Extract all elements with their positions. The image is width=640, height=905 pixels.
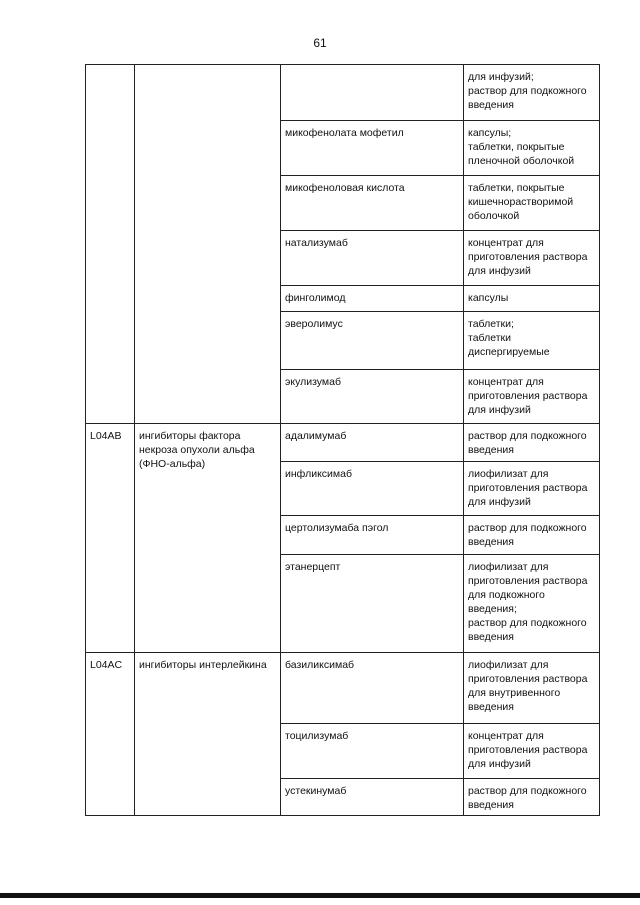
page-number: 61 xyxy=(313,36,327,50)
drug-name-cell: натализумаб xyxy=(281,231,464,286)
dosage-form-cell: концентрат для приготовления раствора для инфузий xyxy=(464,370,600,424)
group-name-cell: ингибиторы фактора некроза опухоли альфа (ФНО-альфа) xyxy=(135,424,281,653)
drug-name-cell: адалимумаб xyxy=(281,424,464,462)
atc-code-cell: L04AB xyxy=(86,424,135,653)
page-bottom-rule xyxy=(0,893,640,898)
dosage-form-cell: концентрат для приготовления раствора для инфузий xyxy=(464,724,600,779)
drug-name-cell: тоцилизумаб xyxy=(281,724,464,779)
table-row xyxy=(86,424,600,462)
drug-name-cell: финголимод xyxy=(281,286,464,312)
group-name-cell xyxy=(135,65,281,424)
dosage-form-cell: для инфузий; раствор для подкожного введения xyxy=(464,65,600,121)
dosage-form-cell: таблетки; таблетки диспергируемые xyxy=(464,312,600,370)
drug-name-cell: базиликсимаб xyxy=(281,653,464,724)
drug-name-cell: эверолимус xyxy=(281,312,464,370)
dosage-form-cell: капсулы xyxy=(464,286,600,312)
drug-name-cell: микофеноловая кислота xyxy=(281,176,464,231)
drug-name-cell xyxy=(281,65,464,121)
dosage-form-cell: раствор для подкожного введения xyxy=(464,516,600,555)
table-row xyxy=(86,65,600,121)
dosage-form-cell: раствор для подкожного введения xyxy=(464,779,600,816)
dosage-form-cell: капсулы; таблетки, покрытые пленочной оболочкой xyxy=(464,121,600,176)
atc-code-cell xyxy=(86,65,135,424)
dosage-form-cell: лиофилизат для приготовления раствора для инфузий xyxy=(464,462,600,516)
group-name-cell: ингибиторы интерлейкина xyxy=(135,653,281,816)
drug-name-cell: цертолизумаба пэгол xyxy=(281,516,464,555)
dosage-form-cell: таблетки, покрытые кишечнорастворимой оболочкой xyxy=(464,176,600,231)
dosage-form-cell: лиофилизат для приготовления раствора для внутривенного введения xyxy=(464,653,600,724)
dosage-form-cell: концентрат для приготовления раствора для инфузий xyxy=(464,231,600,286)
dosage-form-cell: лиофилизат для приготовления раствора для подкожного введения; раствор для подкожного введения xyxy=(464,555,600,653)
drug-name-cell: этанерцепт xyxy=(281,555,464,653)
drug-table xyxy=(85,64,600,816)
drug-name-cell: экулизумаб xyxy=(281,370,464,424)
drug-name-cell: инфликсимаб xyxy=(281,462,464,516)
dosage-form-cell: раствор для подкожного введения xyxy=(464,424,600,462)
atc-code-cell: L04AC xyxy=(86,653,135,816)
drug-name-cell: устекинумаб xyxy=(281,779,464,816)
table-row xyxy=(86,653,600,724)
drug-name-cell: микофенолата мофетил xyxy=(281,121,464,176)
